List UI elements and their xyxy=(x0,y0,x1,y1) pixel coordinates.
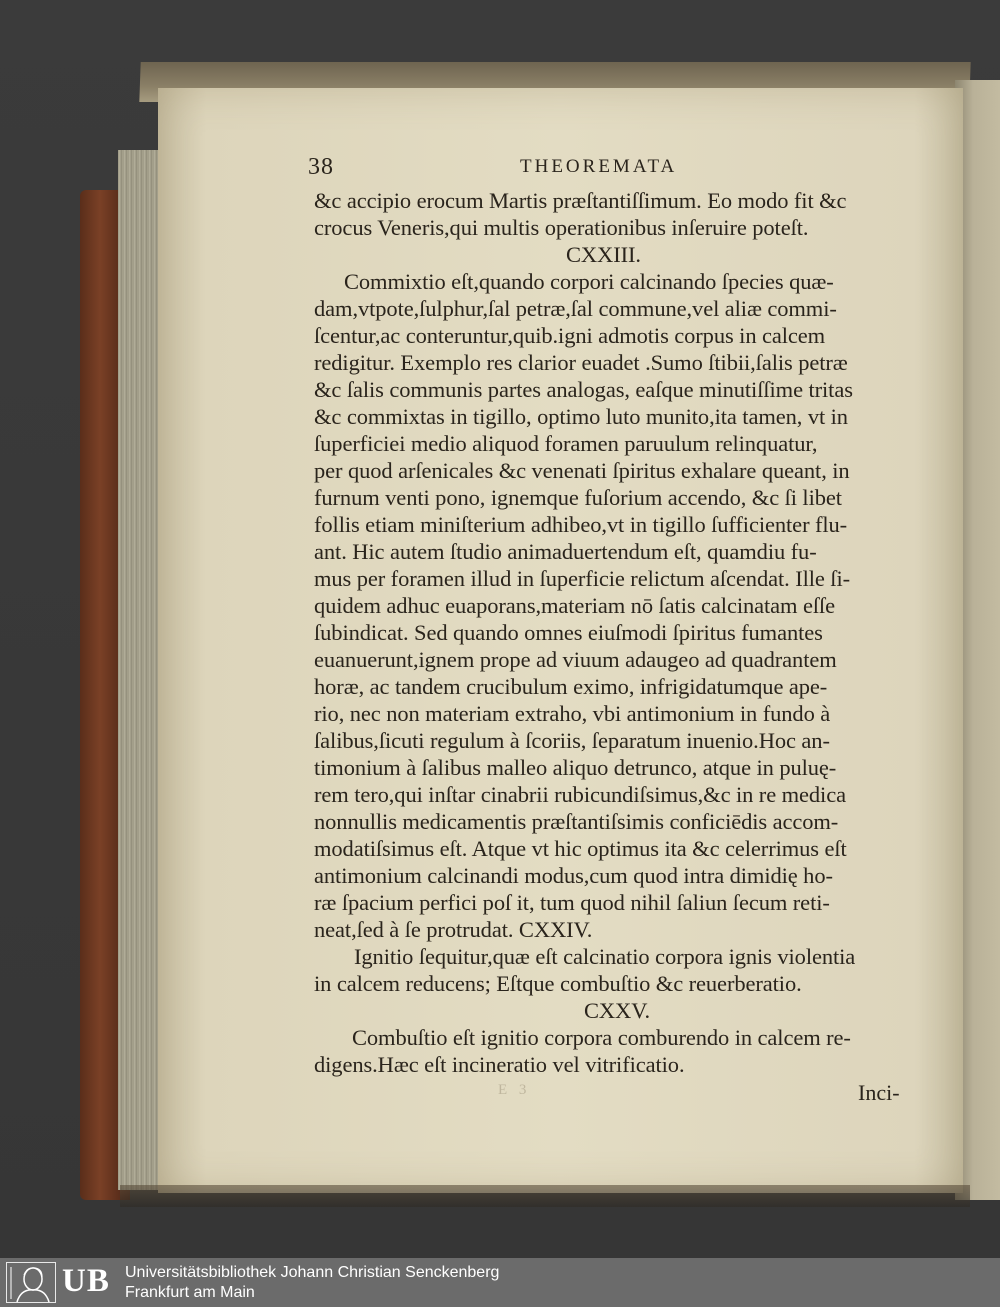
text-line: rem tero,qui inſtar cinabrii rubicundiſsimus,&c in re medica xyxy=(314,782,846,807)
page-bottom-shadow xyxy=(120,1185,970,1207)
text-line: &c accipio erocum Martis præſtantiſſimum. Eo modo fit &c xyxy=(314,188,847,213)
portrait-icon xyxy=(6,1262,56,1303)
text-line: &c commixtas in tigillo, optimo luto munito,ita tamen, vt in xyxy=(314,404,848,429)
text-line: horæ, ac tandem crucibulum eximo, infrigidatumque ape- xyxy=(314,674,828,699)
text-line: per quod arſenicales &c venenati ſpiritus exhalare queant, in xyxy=(314,458,850,483)
text-line: ſubindicat. Sed quando omnes eiuſmodi ſpiritus fumantes xyxy=(314,620,823,645)
text-line: furnum venti pono, ignemque fuſorium accendo, &c ſi libet xyxy=(314,485,842,510)
section-heading: CXXIII. xyxy=(566,242,641,267)
page-number: 38 xyxy=(308,154,334,180)
text-line: ræ ſpacium perfici poſ it, tum quod nihil ſaliun ſecum reti- xyxy=(314,890,830,915)
text-line: ant. Hic autem ſtudio animaduertendum eſt, quamdiu fu- xyxy=(314,539,817,564)
text-line: dam,vtpote,ſulphur,ſal petræ,ſal commune,vel aliæ commi- xyxy=(314,296,837,321)
text-line: crocus Veneris,qui multis operationibus inſeruire poteſt. xyxy=(314,215,809,240)
text-line: nonnullis medicamentis præſtantiſsimis conficiēdis accom- xyxy=(314,809,839,834)
text-line: ſalibus,ſicuti regulum à ſcoriis, ſeparatum inuenio.Hoc an- xyxy=(314,728,830,753)
text-line: Combuſtio eſt ignitio corpora comburendo in calcem re- xyxy=(352,1025,851,1050)
text-line: timonium à ſalibus malleo aliquo detrunco, atque in puluę- xyxy=(314,755,837,780)
library-footer xyxy=(0,1258,1000,1307)
page-text xyxy=(168,150,928,1105)
section-heading: CXXV. xyxy=(584,998,650,1023)
text-line: follis etiam miniſterium adhibeo,vt in tigillo ſufficienter flu- xyxy=(314,512,848,537)
text-line: Commixtio eſt,quando corpori calcinando ſpecies quæ- xyxy=(344,269,834,294)
text-line: digens.Hæc eſt incineratio vel vitrificatio. xyxy=(314,1052,685,1077)
text-line: modatiſsimus eſt. Atque vt hic optimus ita &c celerrimus eſt xyxy=(314,836,847,861)
text-line: euanuerunt,ignem prope ad viuum adaugeo ad quadrantem xyxy=(314,647,837,672)
library-location: Frankfurt am Main xyxy=(125,1284,255,1301)
signature-mark: E 3 xyxy=(498,1082,531,1098)
library-name: Universitätsbibliothek Johann Christian Senckenberg xyxy=(125,1264,500,1281)
running-head: THEOREMATA xyxy=(520,156,678,177)
catchword: Inci- xyxy=(858,1080,900,1105)
text-line: rio, nec non materiam extraho, vbi antimonium in fundo à xyxy=(314,701,831,726)
library-logo xyxy=(6,1262,114,1303)
logo-text: UB xyxy=(62,1263,110,1299)
text-line: ſcentur,ac conteruntur,quib.igni admotis corpus in calcem xyxy=(314,323,826,348)
text-line: antimonium calcinandi modus,cum quod intra dimidię ho- xyxy=(314,863,833,888)
text-line: Ignitio ſequitur,quæ eſt calcinatio corpora ignis violentia xyxy=(354,944,856,969)
text-line: &c ſalis communis partes analogas, eaſque minutiſſime tritas xyxy=(314,377,853,402)
text-line: quidem adhuc euaporans,materiam nō ſatis calcinatam eſſe xyxy=(314,593,836,618)
text-line: in calcem reducens; Eſtque combuſtio &c reuerberatio. xyxy=(314,971,802,996)
text-line: neat,ſed à ſe protrudat. CXXIV. xyxy=(314,917,593,942)
page-header xyxy=(168,150,928,184)
text-line: redigitur. Exemplo res clarior euadet .Sumo ſtibii,ſalis petræ xyxy=(314,350,848,375)
text-line: ſuperficiei medio aliquod foramen paruulum relinquatur, xyxy=(314,431,818,456)
text-line: mus per foramen illud in ſuperficie relictum aſcendat. Ille ſi- xyxy=(314,566,850,591)
